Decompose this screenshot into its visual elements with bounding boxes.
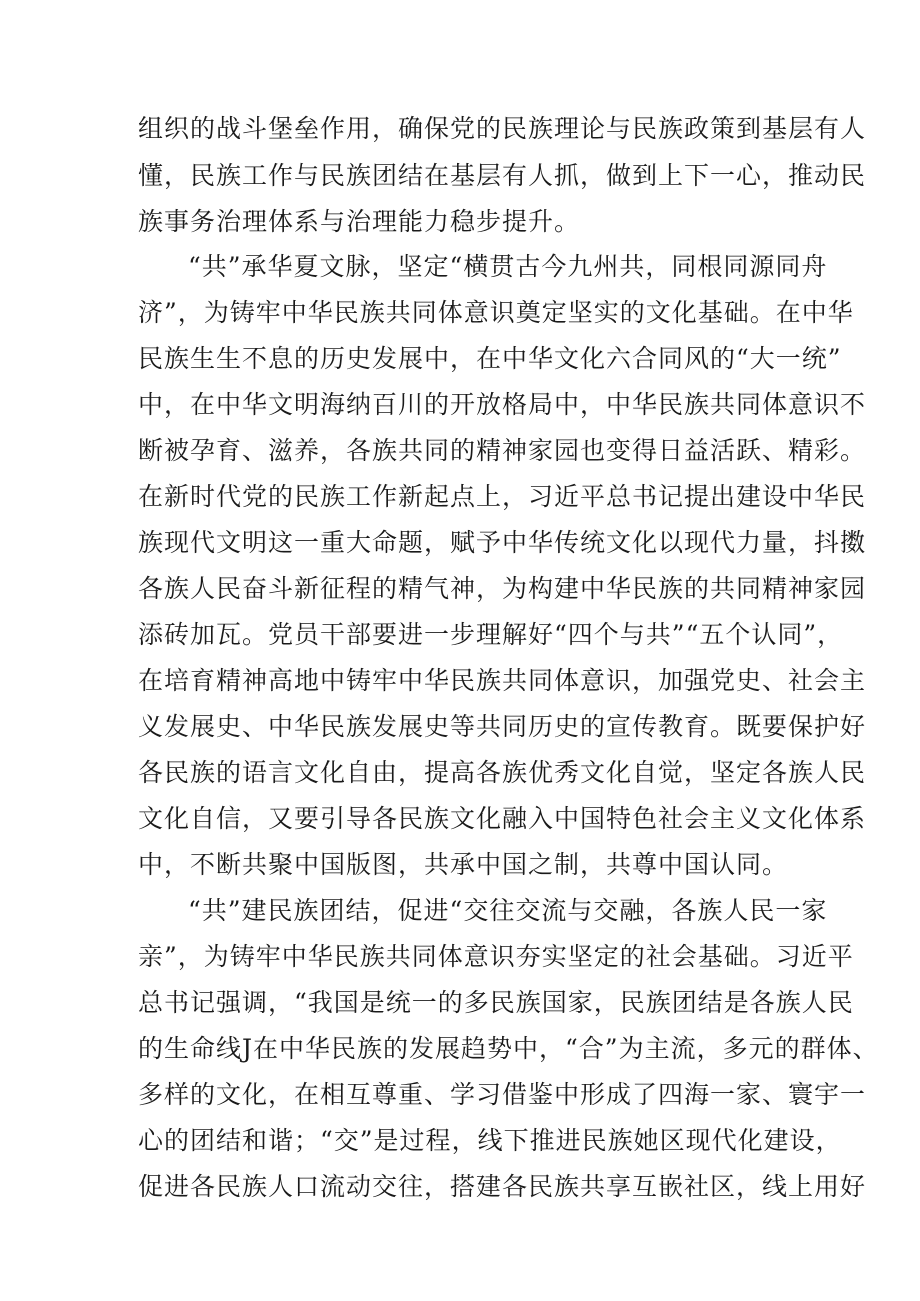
paragraph-line: 在培育精神高地中铸牢中华民族共同体意识，加强党史、社会主: [138, 666, 867, 695]
paragraph-line: “共”承华夏文脉，坚定“横贯古今九州共，同根同源同舟: [188, 252, 828, 281]
paragraph-line: 亲”，为铸牢中华民族共同体意识夯实坚定的社会基础。习近平: [138, 942, 854, 971]
paragraph-line: 各族人民奋斗新征程的精气神，为构建中华民族的共同精神家园: [138, 574, 867, 603]
paragraph-line: 族现代文明这一重大命题，赋予中华传统文化以现代力量，抖擞: [138, 528, 867, 557]
paragraph-line: 总书记强调，“我国是统一的多民族国家，民族团结是各族人民: [138, 988, 854, 1017]
paragraph-line: 懂，民族工作与民族团结在基层有人抓，做到上下一心，推动民: [138, 161, 867, 190]
paragraph-line: 中，不断共聚中国版图，共承中国之制，共尊中国认同。: [138, 850, 789, 879]
paragraph-line: 义发展史、中华民族发展史等共同历史的宣传教育。既要保护好: [138, 712, 867, 741]
paragraph-line: 文化自信，又要引导各民族文化融入中国特色社会主义文化体系: [138, 804, 867, 833]
paragraph-line: 济”，为铸牢中华民族共同体意识奠定坚实的文化基础。在中华: [138, 298, 854, 327]
paragraph-line: 各民族的语言文化自由，提高各族优秀文化自觉，坚定各族人民: [138, 758, 867, 787]
paragraph-line: 在新时代党的民族工作新起点上，习近平总书记提出建设中华民: [138, 482, 867, 511]
paragraph-line: 中，在中华文明海纳百川的开放格局中，中华民族共同体意识不: [138, 390, 867, 419]
paragraph-line: 心的团结和谐；“交”是过程，线下推进民族她区现代化建设，: [138, 1126, 842, 1155]
paragraph-line: “共”建民族团结，促进“交往交流与交融，各族人民一家: [188, 896, 828, 925]
paragraph-line: 族事务治理体系与治理能力稳步提升。: [138, 207, 581, 236]
paragraph-line: 组织的战斗堡垒作用，确保党的民族理论与民族政策到基层有人: [138, 114, 867, 143]
paragraph-line: 的生命线J在中华民族的发展趋势中，“合”为主流，多元的群体、: [138, 1034, 879, 1063]
paragraph-line: 民族生生不息的历史发展中，在中华文化六合同风的“大一统”: [138, 344, 842, 373]
paragraph-line: 添砖加瓦。党员干部要进一步理解好“四个与共”“五个认同”，: [138, 620, 844, 649]
paragraph-line: 多样的文化，在相互尊重、学习借鉴中形成了四海一家、寰宇一: [138, 1080, 867, 1109]
paragraph-line: 促进各民族人口流动交往，搭建各民族共享互嵌社区，线上用好: [138, 1172, 867, 1201]
paragraph-line: 断被孕育、滋养，各族共同的精神家园也变得日益活跃、精彩。: [138, 436, 867, 465]
